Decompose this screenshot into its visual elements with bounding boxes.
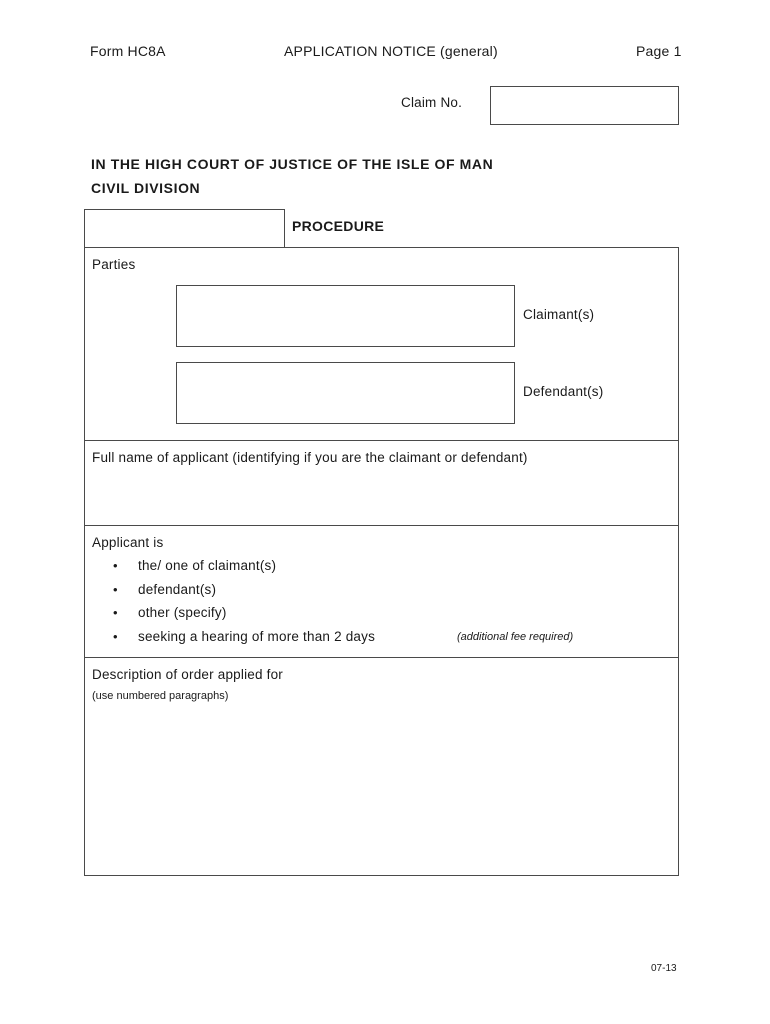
form-title: APPLICATION NOTICE (general)	[284, 43, 498, 59]
applicant-is-heading: Applicant is	[92, 535, 164, 550]
bullet-icon: •	[113, 558, 118, 573]
applicant-name-label: Full name of applicant (identifying if you are the claimant or defendant)	[92, 450, 528, 465]
order-subheading: (use numbered paragraphs)	[92, 690, 229, 702]
order-heading: Description of order applied for	[92, 667, 283, 682]
divider	[84, 657, 679, 658]
divider	[84, 525, 679, 526]
form-id: Form HC8A	[90, 43, 166, 59]
applicant-name-field[interactable]	[92, 470, 672, 520]
court-division: CIVIL DIVISION	[91, 180, 201, 196]
court-name: IN THE HIGH COURT OF JUSTICE OF THE ISLE OF MAN	[91, 156, 494, 172]
claimant-label: Claimant(s)	[523, 307, 595, 322]
bullet-icon: •	[113, 582, 118, 597]
claim-number-label: Claim No.	[401, 95, 463, 110]
option-claimant[interactable]: the/ one of claimant(s)	[138, 558, 277, 573]
defendant-field[interactable]	[176, 362, 515, 424]
claimant-field[interactable]	[176, 285, 515, 347]
order-description-field[interactable]	[92, 708, 672, 868]
option-defendant[interactable]: defendant(s)	[138, 582, 217, 597]
parties-heading: Parties	[92, 257, 136, 272]
bullet-icon: •	[113, 629, 118, 644]
procedure-field[interactable]	[84, 209, 285, 248]
form-version: 07-13	[651, 963, 677, 974]
page-number: Page 1	[636, 43, 682, 59]
procedure-label: PROCEDURE	[292, 218, 385, 234]
defendant-label: Defendant(s)	[523, 384, 604, 399]
fee-note: (additional fee required)	[457, 631, 574, 643]
claim-number-field[interactable]	[490, 86, 679, 125]
divider	[84, 440, 679, 441]
option-other[interactable]: other (specify)	[138, 605, 227, 620]
option-long-hearing[interactable]: seeking a hearing of more than 2 days	[138, 629, 376, 644]
bullet-icon: •	[113, 605, 118, 620]
